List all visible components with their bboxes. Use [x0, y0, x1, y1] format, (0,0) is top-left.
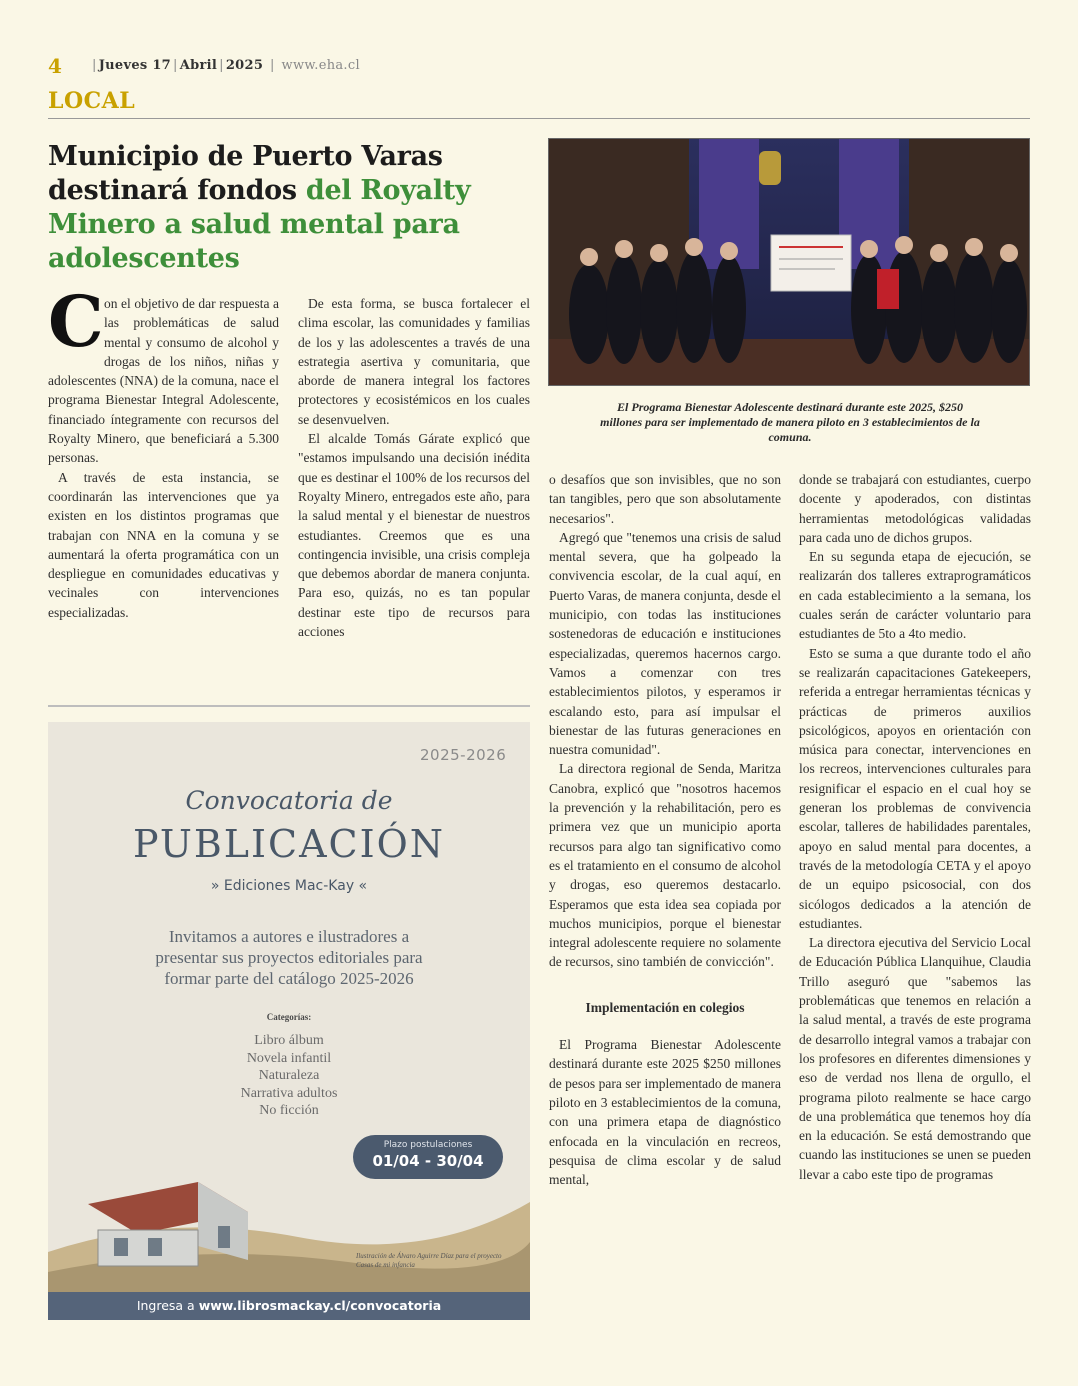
shield-icon [759, 151, 781, 185]
ad-years: 2025-2026 [420, 746, 507, 764]
section-label: LOCAL [48, 88, 136, 114]
ad-invitation: Invitamos a autores e ilustradores a presentar sus proyectos editoriales para formar parte del catálogo 2025-2026 [155, 927, 423, 988]
site-url[interactable]: www.eha.cl [281, 58, 360, 73]
issue-year: 2025 [225, 58, 264, 73]
deadline-dates: 01/04 - 30/04 [372, 1152, 484, 1170]
ad-category: Narrativa adultos [240, 1085, 338, 1101]
ad-category: No ficción [259, 1103, 319, 1118]
article-paragraph: Esto se suma a que durante todo el año se realizarán capacitaciones Gatekeepers, referida a entregar herramientas técnicas y prácticas de primeros auxilios psicológicos, apoyos en orientación con música para conectar, intervenciones en los recreos, intervenciones culturales para resignificar el espacio en el cual hoy se generan los problemas de convivencia escolar, talleres de habilidades parentales, apoyo en salud mental para docentes, a través de la metodología CETA y el apoyo de un equipo psicosocial, con dos sicólogos dedicados a la atención de estudiantes. [799, 645, 1031, 931]
article-paragraph: El Programa Bienestar Adolescente destinará durante este 2025 $250 millones de pesos para ser implementado de manera piloto en 3 establecimientos de la comuna, con una primera etapa de diagnóstico enfocada en la vinculación en recreos, pesquisa de clima escolar y de salud mental, [549, 1037, 781, 1188]
ad-category: Naturaleza [258, 1068, 320, 1083]
ad-footer-bar[interactable] [48, 1292, 530, 1320]
headline-part-black: Municipio de Puerto Varas destinará fondos [48, 141, 443, 206]
ad-category: Libro álbum [254, 1033, 324, 1048]
ad-title: Convocatoria de [185, 786, 393, 815]
ad-categories-list [48, 1032, 530, 1120]
photo-caption: El Programa Bienestar Adolescente destinará durante este 2025, $250 millones para ser implementado de manera piloto en 3 establecimientos de la comuna. [600, 400, 980, 444]
article-headline [48, 140, 518, 276]
article-paragraph: El alcalde Tomás Gárate explicó que "estamos impulsando una decisión inédita que es destinar el 100% de los recursos del Royalty Minero, entregados este año, para la salud mental y el bienestar de nuestros estudiantes. Creemos que es una contingencia invisible, una crisis compleja que debemos abordar de manera conjunta. Para eso, quizás, no es tan popular destinar este tipo de recursos para acciones [298, 431, 530, 640]
ad-separator [48, 705, 530, 707]
advertisement[interactable] [48, 722, 530, 1320]
article-paragraph: Agregó que "tenemos una crisis de salud mental severa, que ha golpeado la convivencia escolar, de la cual aquí, en Puerto Varas, de manera conjunta, desde el municipio, con todas las instituciones sostenedoras de educación e instituciones especializadas, queremos hacernos cargo. Vamos a comenzar con tres establecimientos pilotos, y esperamos ir escalando esto, para así impulsar el bienestar de las futuras generaciones en nuestra comunidad". [549, 529, 781, 758]
article-paragraph: A través de esta instancia, se coordinarán las intervenciones que ya existen en los distintos programas que trabajan con NNA en la comuna y se aumentará la oferta programática con un despliegue en comunidades educativas y vecinales con intervenciones especializadas. [48, 469, 279, 620]
ad-category: Novela infantil [246, 1050, 332, 1066]
article-subheading: Implementación en colegios [585, 999, 745, 1015]
illustration-credit: Ilustración de Álvaro Aguirre Díaz para el proyecto Casas de mi infancia [356, 1252, 502, 1269]
header-rule [48, 118, 1030, 119]
page-number: 4 [48, 54, 62, 78]
deadline-label: Plazo postulaciones [383, 1140, 473, 1150]
article-photo [548, 138, 1030, 386]
article-column-4 [799, 470, 1031, 1184]
drop-cap: C [48, 280, 104, 363]
article-paragraph: o desafíos que son invisibles, que no son tan tangibles, pero que son absolutamente necesarios". [549, 472, 781, 526]
article-column-2 [298, 294, 530, 641]
article-paragraph: De esta forma, se busca fortalecer el clima escolar, las comunidades y familias de los y las adolescentes a través de una estrategia asertiva y comunitaria, que aborde de manera integral los factores protectores y ecosistémicos en los cuales se desenvuelven. [298, 296, 530, 427]
issue-month: Abril [179, 58, 218, 73]
ad-publication-heading: PUBLICACIÓN [132, 822, 446, 866]
article-paragraph: En su segunda etapa de ejecución, se realizarán dos talleres extraprogramáticos en cada establecimiento a la semana, los cuales serán de carácter voluntario para estudiantes de 5to a 4to medio. [799, 549, 1031, 642]
ad-footer-prefix: Ingresa a [136, 1298, 199, 1313]
ad-footer-link[interactable]: www.librosmackay.cl/convocatoria [198, 1298, 442, 1313]
headline-part-green: del Royalty Minero a salud mental para adolescentes [48, 175, 471, 274]
article-paragraph: on el objetivo de dar respuesta a las problemáticas de salud mental y consumo de alcohol y drogas de los niños, niñas y adolescentes (NNA) de la comuna, nace el programa Bienestar Integral Adolescente, financiado íntegramente con recursos del Royalty Minero, que beneficiará a 5.300 personas. [48, 296, 279, 466]
ad-publisher: » Ediciones Mac-Kay « [210, 878, 368, 894]
article-column-1 [48, 280, 279, 622]
article-paragraph: La directora ejecutiva del Servicio Local de Educación Pública Llanquihue, Claudia Trillo aseguró que "sabemos las problemáticas que tenemos en relación a la salud mental, a través de este programa de desarrollo integral vamos a trabajar con los profesores en diferentes dimensiones y eso de verdad nos llena de orgullo, el programa piloto realmente se hace cargo de una problemática que tenemos hoy día en la educación. Se está demostrando que cuando las instituciones se unen se pueden llevar a cabo este tipo de programas [799, 935, 1031, 1182]
issue-day: Jueves 17 [98, 58, 172, 73]
article-paragraph: donde se trabajará con estudiantes, cuerpo docente y apoderados, con distintas herramientas metodológicas validadas para cada uno de dichos grupos. [799, 472, 1031, 545]
group-photo-illustration [549, 139, 1030, 386]
deadline-badge [353, 1135, 503, 1179]
issue-date-line: | Jueves 17 | Abril | 2025 | www.eha.cl [92, 58, 360, 73]
article-paragraph: La directora regional de Senda, Maritza Canobra, explicó que "nosotros hacemos la prevención y la rehabilitación, pero es primera vez que un municipio aporta recursos para algo tan significativo como es el tratamiento en el consumo de alcohol y drogas, eso queremos destacarlo. Esperamos que esta idea sea copiada por muchos municipios, porque el bienestar integral adolescente requiere no solamente de recursos, sino también de convicción". [549, 761, 781, 970]
article-column-3 [549, 470, 781, 1189]
ad-categories-label: Categorías: [266, 1012, 312, 1022]
